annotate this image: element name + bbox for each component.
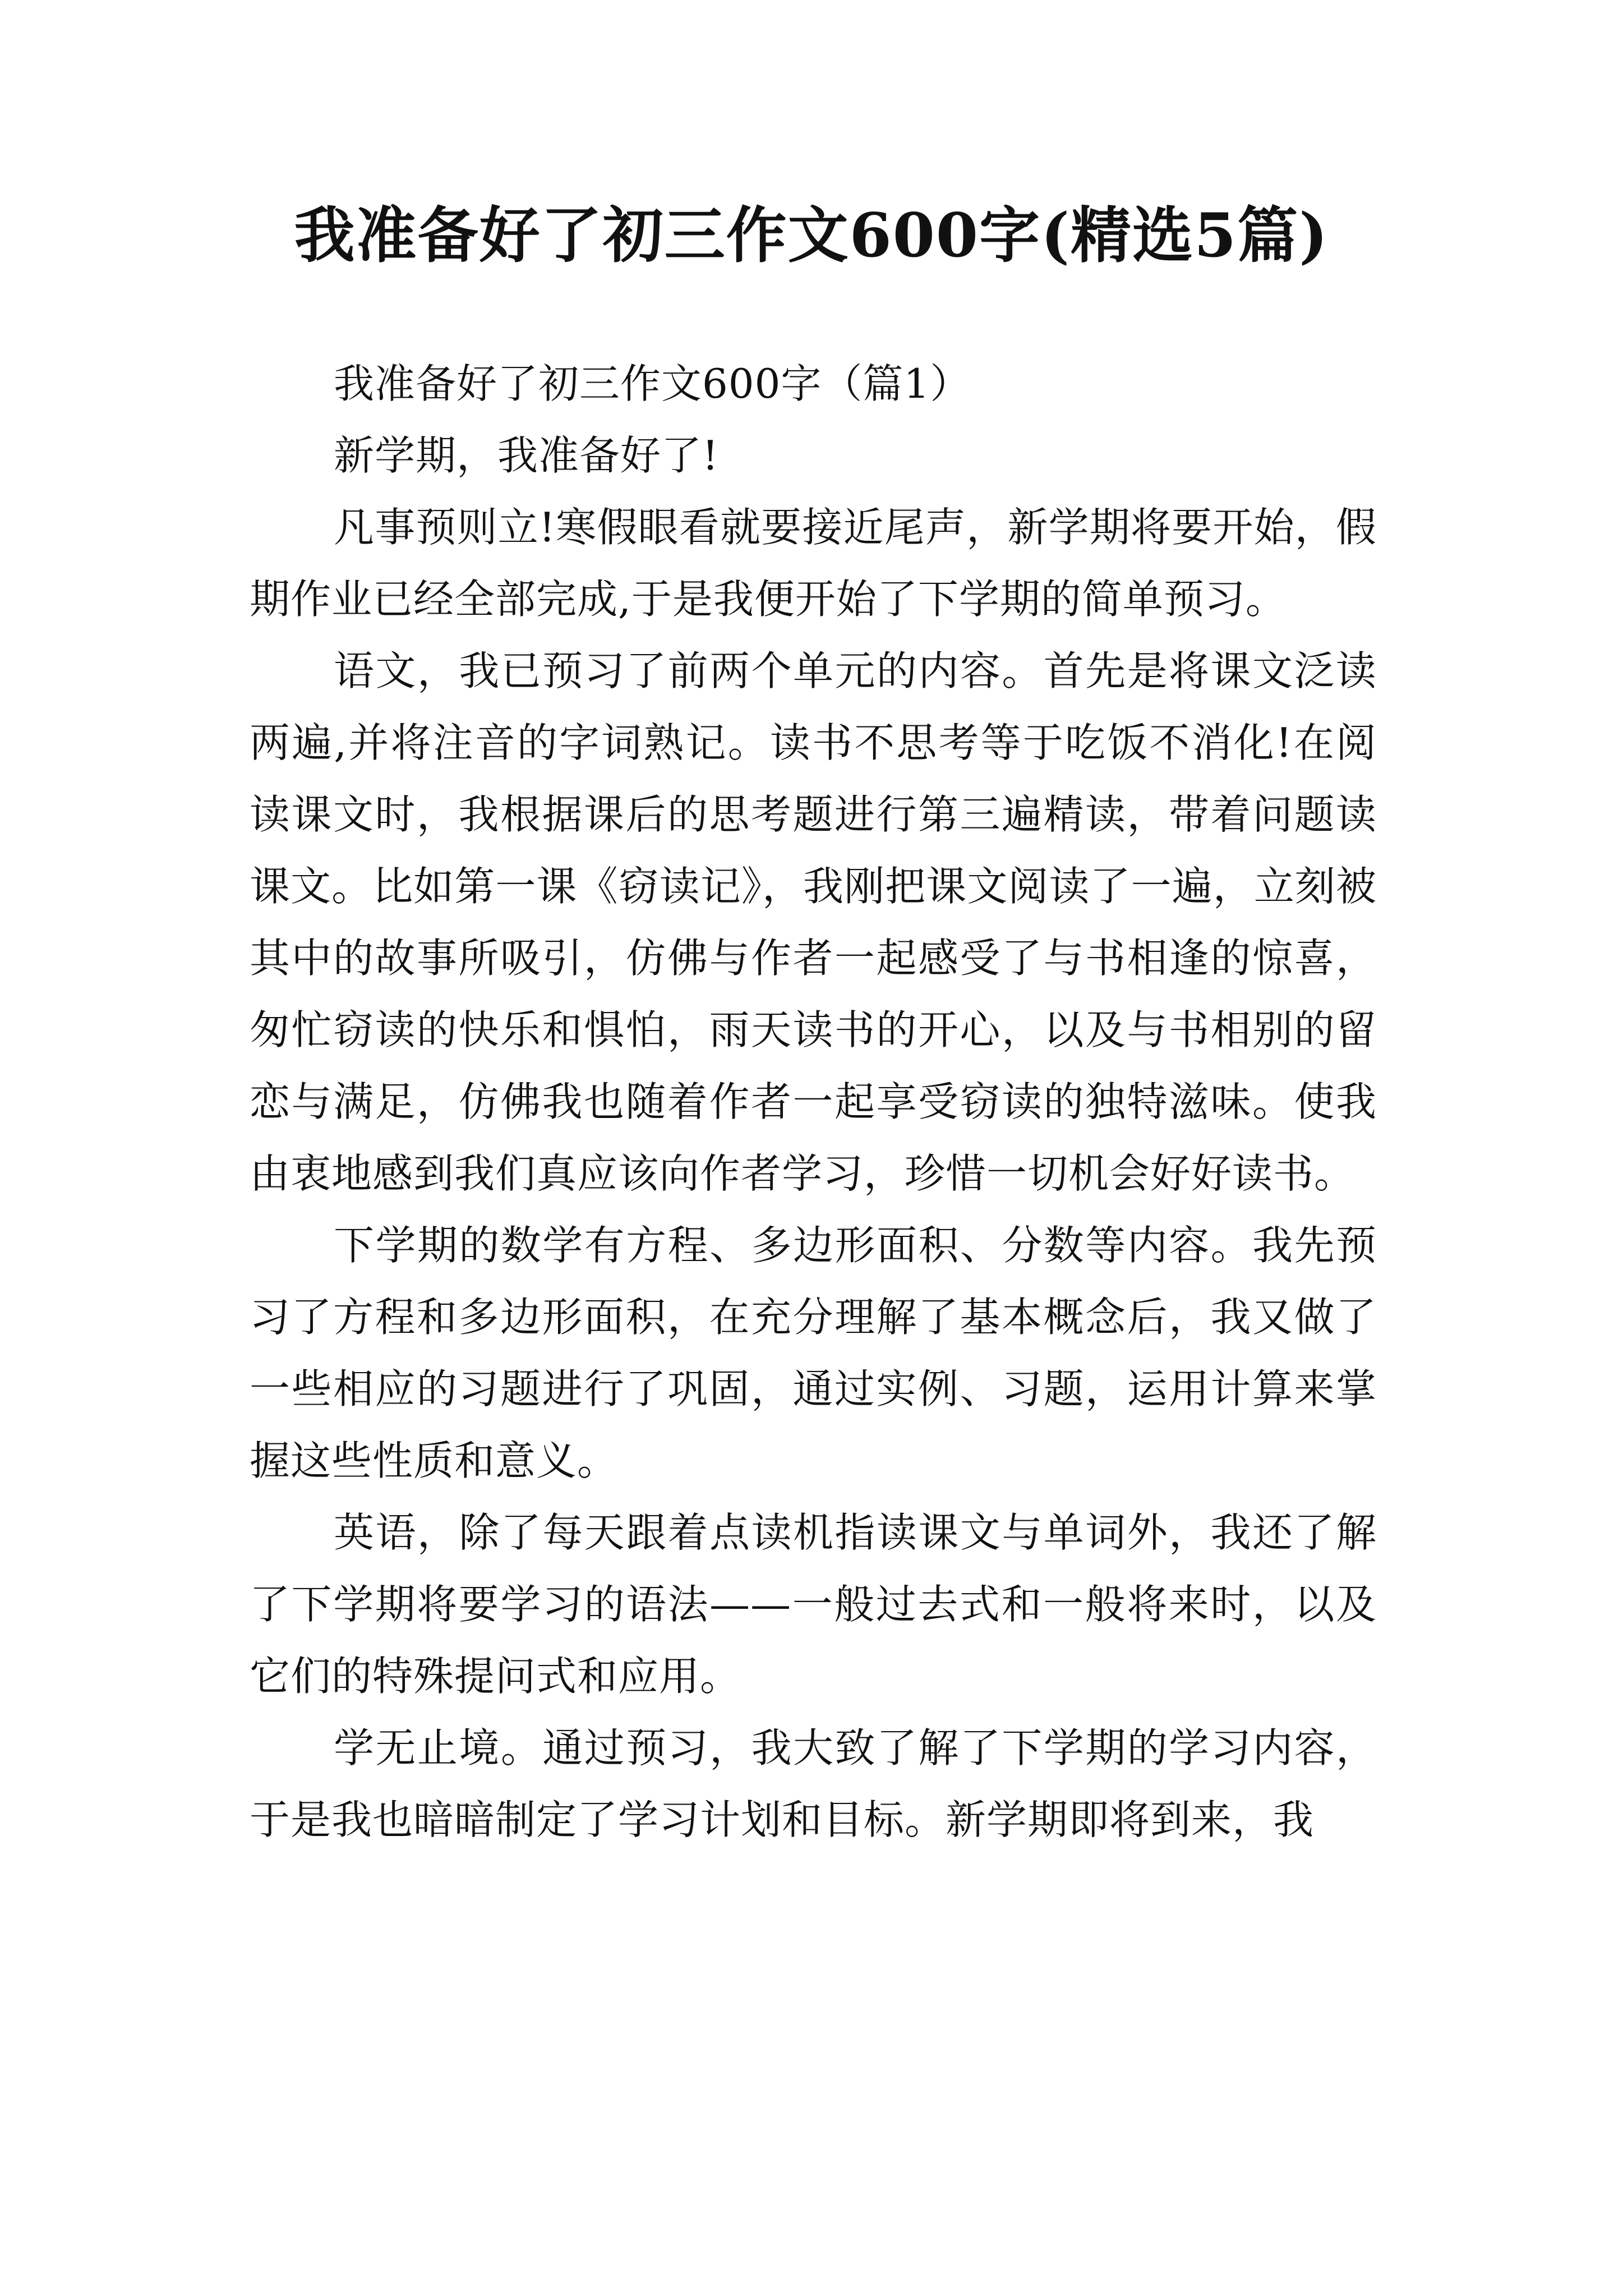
paragraph: 英语，除了每天跟着点读机指读课文与单词外，我还了解了下学期将要学习的语法——一般过去式和一般将来时，以及它们的特殊提问式和应用。 xyxy=(250,1509,1377,1700)
paragraph: 学无止境。通过预习，我大致了解了下学期的学习内容，于是我也暗暗制定了学习计划和目标。新学期即将到来，我 xyxy=(250,1724,1377,1843)
paragraph: 凡事预则立!寒假眼看就要接近尾声，新学期将要开始，假期作业已经全部完成,于是我便开始了下学期的简单预习。 xyxy=(250,504,1377,623)
paragraph: 新学期，我准备好了! xyxy=(334,432,719,479)
article-body xyxy=(250,348,1377,1856)
paragraph-section-heading: 我准备好了初三作文600字（篇1） xyxy=(334,360,971,407)
paragraph: 下学期的数学有方程、多边形面积、分数等内容。我先预习了方程和多边形面积，在充分理解了基本概念后，我又做了一些相应的习题进行了巩固，通过实例、习题，运用计算来掌握这些性质和意义。 xyxy=(250,1222,1377,1484)
paragraph: 语文，我已预习了前两个单元的内容。首先是将课文泛读两遍,并将注音的字词熟记。读书不思考等于吃饭不消化!在阅读课文时，我根据课后的思考题进行第三遍精读，带着问题读课文。比如第一课《窃读记》，我刚把课文阅读了一遍，立刻被其中的故事所吸引，仿佛与作者一起感受了与书相逢的惊喜，匆忙窃读的快乐和惧怕，雨天读书的开心，以及与书相别的留恋与满足，仿佛我也随着作者一起享受窃读的独特滋味。使我由衷地感到我们真应该向作者学习，珍惜一切机会好好读书。 xyxy=(250,647,1377,1197)
page-title: 我准备好了初三作文600字(精选5篇) xyxy=(294,200,1329,271)
